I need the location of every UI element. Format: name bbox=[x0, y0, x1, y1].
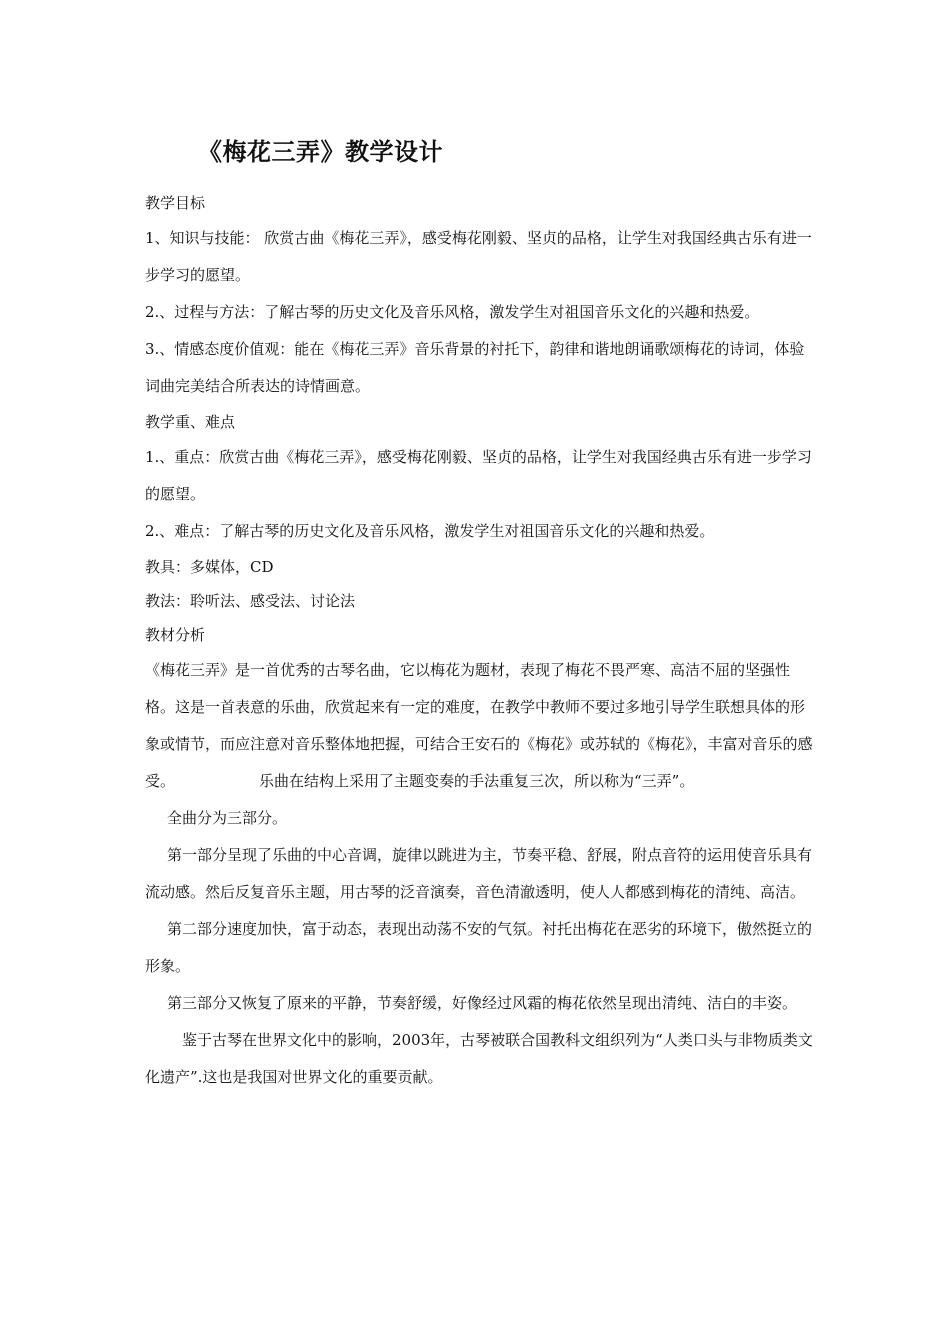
heritage-paragraph: 鉴于古琴在世界文化中的影响，2003年，古琴被联合国教科文组织列为“人类口头与非物质类文化遗产”.这也是我国对世界文化的重要贡献。 bbox=[145, 1031, 813, 1086]
part-two-paragraph: 第二部分速度加快，富于动态，表现出动荡不安的气氛。衬托出梅花在恶劣的环境下，傲然挺立的形象。 bbox=[145, 920, 813, 975]
key-point: 1.、重点：欣赏古曲《梅花三弄》，感受梅花刚毅、坚贞的品格，让学生对我国经典古乐有进一步学习的愿望。 bbox=[145, 448, 812, 503]
tools-line: 教具：多媒体，CD bbox=[145, 558, 274, 576]
difficult-point: 2.、难点：了解古琴的历史文化及音乐风格，激发学生对祖国音乐文化的兴趣和热爱。 bbox=[145, 522, 715, 540]
document-body bbox=[145, 186, 817, 1096]
analysis-paragraph bbox=[145, 652, 817, 800]
objective-2: 2.、过程与方法：了解古琴的历史文化及音乐风格，激发学生对祖国音乐文化的兴趣和热爱。 bbox=[145, 303, 760, 321]
objectives-heading: 教学目标 bbox=[145, 194, 206, 212]
part-one-paragraph: 第一部分呈现了乐曲的中心音调，旋律以跳进为主，节奏平稳、舒展，附点音符的运用使音乐具有流动感。然后反复音乐主题，用古琴的泛音演奏，音色清澈透明，使人人都感到梅花的清纯、高洁。 bbox=[145, 846, 813, 901]
key-points-heading: 教学重、难点 bbox=[145, 413, 236, 431]
part-three-paragraph: 第三部分又恢复了原来的平静，节奏舒缓，好像经过风霜的梅花依然呈现出清纯、洁白的丰姿。 bbox=[167, 994, 798, 1012]
structure-intro: 全曲分为三部分。 bbox=[167, 809, 288, 827]
objective-1: 1、知识与技能： 欣赏古曲《梅花三弄》，感受梅花刚毅、坚贞的品格，让学生对我国经典古乐有进一步学习的愿望。 bbox=[145, 229, 812, 284]
analysis-heading: 教材分析 bbox=[145, 626, 206, 644]
analysis-text-2: 乐曲在结构上采用了主题变奏的手法重复三次，所以称为“三弄”。 bbox=[259, 772, 695, 790]
methods-line: 教法：聆听法、感受法、讨论法 bbox=[145, 592, 356, 610]
document-title: 《梅花三弄》教学设计 bbox=[198, 137, 443, 166]
analysis-text-1: 《梅花三弄》是一首优秀的古琴名曲，它以梅花为题材，表现了梅花不畏严寒、高洁不屈的坚强性格。这是一首表意的乐曲，欣赏起来有一定的难度，在教学中教师不要过多地引导学生联想具体的形象或情节，而应注意对音乐整体地把握，可结合王安石的《梅花》或苏轼的《梅花》，丰富对音乐的感受。 bbox=[145, 661, 813, 790]
objective-3: 3.、情感态度价值观：能在《梅花三弄》音乐背景的衬托下，韵律和谐地朗诵歌颂梅花的诗词，体验词曲完美结合所表达的诗情画意。 bbox=[145, 340, 805, 395]
